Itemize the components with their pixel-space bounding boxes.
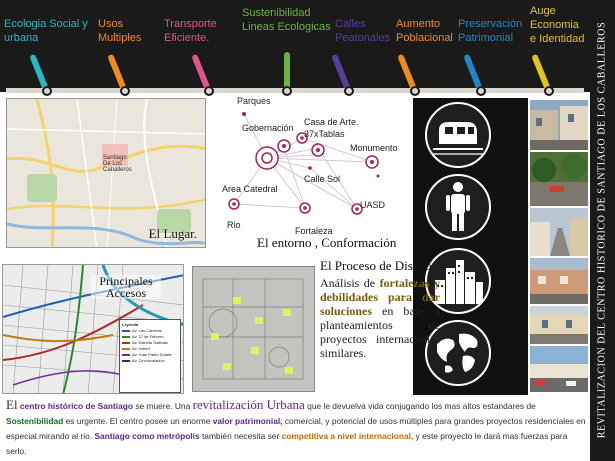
metro-header-band <box>0 0 590 92</box>
street-photo <box>530 346 588 392</box>
legend-title: Leyenda <box>122 322 139 327</box>
legend-item: Av. Estrella Sadhalá <box>122 340 178 346</box>
access-map-legend <box>119 319 181 393</box>
node-label-parques: Parques <box>237 96 271 106</box>
node-label-casa-de-arte: Casa de Arte. <box>304 117 359 127</box>
metro-stop <box>476 86 486 96</box>
metro-label-aumento: Aumento Poblacional <box>396 18 453 44</box>
node-label-37xtablas: 37xTablas <box>304 129 345 139</box>
metro-label-preservacion: Preservación Patrimonial <box>458 18 523 44</box>
vertical-title-bar <box>590 0 615 461</box>
design-process-title: El Proceso de Diseño <box>320 258 432 273</box>
metro-label-ecologia: Ecologia Social y urbana <box>4 18 88 44</box>
metro-line <box>6 88 584 93</box>
metro-stop <box>204 86 214 96</box>
legend-item: Av. Imbert <box>122 346 178 352</box>
street-photo <box>530 208 588 256</box>
network-caption: El entorno , Conformación <box>257 235 397 250</box>
train-icon <box>425 102 491 168</box>
metro-label-calles: Calles Peatonales <box>335 18 391 44</box>
map-caption: El Lugar. <box>148 226 197 241</box>
pedestrian-icon <box>425 174 491 240</box>
legend-item: Av. Circunvalación <box>122 358 178 364</box>
street-photo <box>530 100 588 150</box>
metro-label-usos: Usos Multiples <box>98 18 142 44</box>
metro-stop <box>344 86 354 96</box>
node-label-calle-sol: Calle Sol <box>304 174 341 184</box>
legend-item: Av. 27 de Febrero <box>122 334 178 340</box>
location-map <box>6 98 206 248</box>
node-label-area-catedral: Area Catedral <box>222 184 278 194</box>
metro-label-sustenibilidad: Sustenibilidad Lineas Ecologicas <box>242 7 331 33</box>
access-map-title: Principales Accesos <box>91 275 161 299</box>
street-photo <box>530 258 588 304</box>
metro-stop <box>544 86 554 96</box>
metro-stop <box>282 86 292 96</box>
legend-item: Av. Juan Pablo Duarte <box>122 352 178 358</box>
principal-access-map <box>2 264 184 394</box>
metro-label-transporte: Transporte Eficiente. <box>164 18 217 44</box>
street-photo-column <box>530 100 588 392</box>
context-network-diagram <box>222 96 444 254</box>
node-label-monumento: Monumento <box>350 143 398 153</box>
sketch-map-graphic <box>193 267 315 392</box>
street-photo <box>530 306 588 344</box>
map-city-label: Santiago De Los Caballeros <box>103 155 132 173</box>
project-title: REVITALIZACION DEL CENTRO HISTORICO DE SANTIAGO DE LOS CABALLEROS <box>596 21 608 439</box>
design-process-text: Análisis de fortalezas y debilidades para dar soluciones en base a planteamientos de proyectos internaciones similares. <box>320 276 440 360</box>
metro-stop <box>120 86 130 96</box>
design-process-block <box>320 258 440 360</box>
metro-label-auge: Auge Economia e Identidad <box>530 5 585 45</box>
street-photo <box>530 152 588 206</box>
metro-stop <box>42 86 52 96</box>
node-label-uasd: UASD <box>360 200 386 210</box>
manifesto-paragraph: El centro histórico de Santiago se muere. Una revitalización Urbana que le devuelva vida conjugando los mas altos estandares de Sostenibilidad es urgente. El centro posee un enorme valor patrimonial, comercial, y potencial de usos múltiples para grandes proyectos residenciales en especial mirando al rio. Santiago como metrópolis también necesita ser competitiva a nivel internacional, y este proyecto le dará mas fuerzas para serlo. <box>6 397 586 456</box>
metro-stop <box>410 86 420 96</box>
legend-item: Av. Las Carreras <box>122 328 178 334</box>
node-label-fortaleza: Fortaleza <box>295 226 333 236</box>
node-label-gobernacion: Gobernación <box>242 123 294 133</box>
analysis-sketch-map <box>192 266 315 392</box>
node-label-rio: Rio <box>227 220 241 230</box>
